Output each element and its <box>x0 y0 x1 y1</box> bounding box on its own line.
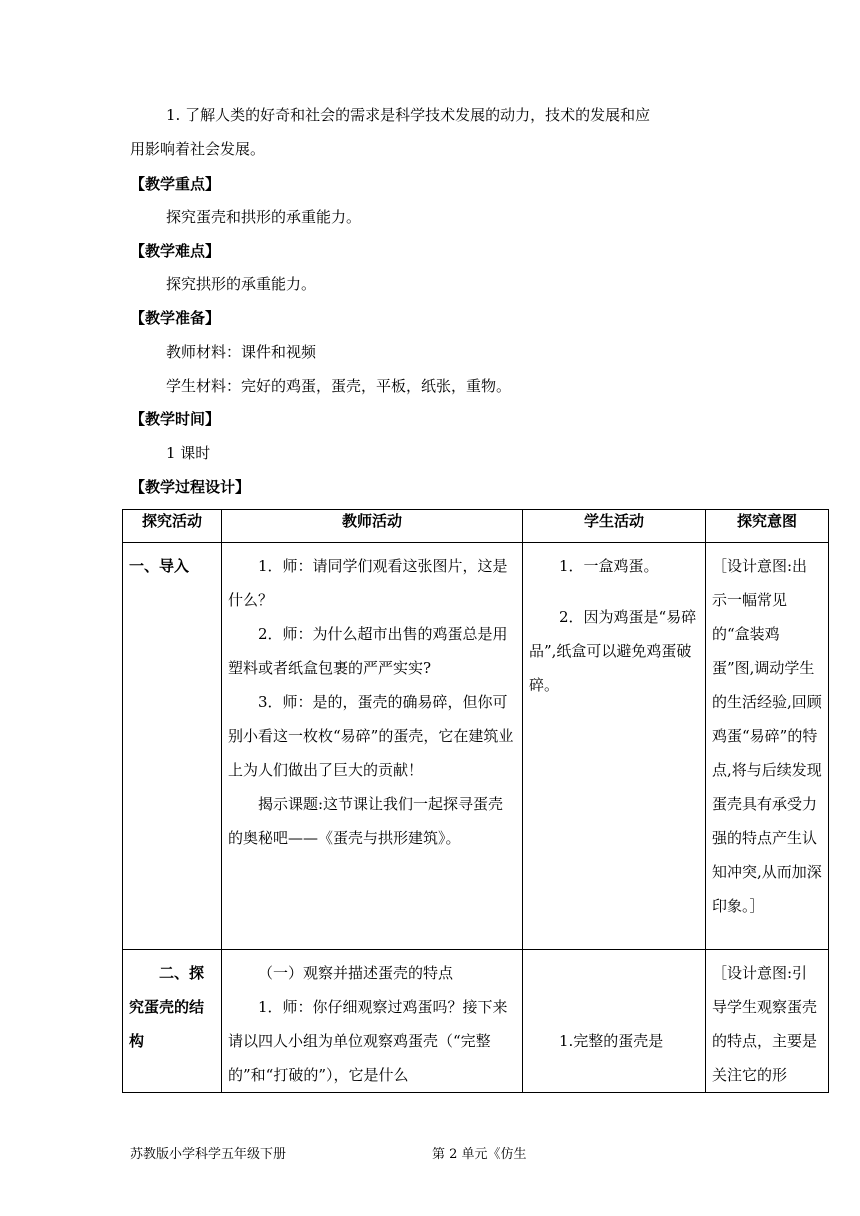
table-header-row <box>123 510 829 543</box>
student-answer-1: 1．一盒鸡蛋。 <box>559 557 659 575</box>
heading-preparation: 【教学准备】 <box>130 309 221 327</box>
teacher-topic: 揭示课题:这节课让我们一起探寻蛋壳的奥秘吧——《蛋壳与拱形建筑》。 <box>228 795 504 847</box>
activity-cell: 二、探究蛋壳的结构 <box>123 950 222 1093</box>
intent-cell: ［设计意图:引导学生观察蛋壳的特点，主要是关注它的形 <box>706 950 829 1093</box>
teacher-subheading: （一）观察并描述蛋壳的特点 <box>258 964 454 982</box>
difficulty-text: 探究拱形的承重能力。 <box>166 275 317 293</box>
teacher-step-1: 1．师：你仔细观察过鸡蛋吗？接下来请以四人小组为单位观察鸡蛋壳（“完整的”和“打破的”），它是什么 <box>228 998 508 1084</box>
footer-left: 苏教版小学科学五年级下册 <box>130 1147 287 1162</box>
teacher-cell <box>222 950 523 1093</box>
student-materials: 学生材料：完好的鸡蛋，蛋壳，平板，纸张，重物。 <box>166 377 512 395</box>
student-cell <box>523 950 706 1093</box>
teacher-step-1: 1．师：请同学们观看这张图片，这是什么？ <box>228 557 508 609</box>
heading-process: 【教学过程设计】 <box>130 478 251 496</box>
student-cell <box>523 543 706 950</box>
teacher-step-2: 2．师：为什么超市出售的鸡蛋总是用塑料或者纸盒包裹的严严实实? <box>228 625 508 677</box>
intro-line-2: 用影响着社会发展。 <box>130 140 266 158</box>
heading-difficulty: 【教学难点】 <box>130 242 221 260</box>
table-row-explore <box>123 950 829 1093</box>
table-row-intro <box>123 543 829 950</box>
student-answer-1: 1.完整的蛋壳是 <box>559 1032 664 1050</box>
header-activity: 探究活动 <box>123 510 222 543</box>
footer-right: 第 2 单元《仿生 <box>432 1147 527 1162</box>
student-answer-2: 2．因为鸡蛋是“易碎品”,纸盒可以避免鸡蛋破碎。 <box>529 608 697 694</box>
teacher-materials: 教师材料：课件和视频 <box>166 343 317 361</box>
heading-key-points: 【教学重点】 <box>130 175 221 193</box>
activity-cell: 一、导入 <box>123 543 222 950</box>
intro-line-1: 1. 了解人类的好奇和社会的需求是科学技术发展的动力，技术的发展和应 <box>166 106 651 124</box>
key-points-text: 探究蛋壳和拱形的承重能力。 <box>166 208 362 226</box>
header-student: 学生活动 <box>523 510 706 543</box>
time-text: 1 课时 <box>166 444 211 462</box>
teacher-step-3: 3．师：是的，蛋壳的确易碎，但你可别小看这一枚枚“易碎”的蛋壳，它在建筑业上为人们做出了巨大的贡献！ <box>228 693 514 779</box>
lesson-process-table <box>122 509 829 1093</box>
header-teacher: 教师活动 <box>222 510 523 543</box>
heading-time: 【教学时间】 <box>130 410 221 428</box>
header-intent: 探究意图 <box>706 510 829 543</box>
teacher-cell <box>222 543 523 950</box>
intent-cell: ［设计意图:出示一幅常见的“盒装鸡蛋”图,调动学生的生活经验,回顾鸡蛋“易碎”的特点,将与后续发现蛋壳具有承受力强的特点产生认知冲突,从而加深印象。］ <box>706 543 829 950</box>
